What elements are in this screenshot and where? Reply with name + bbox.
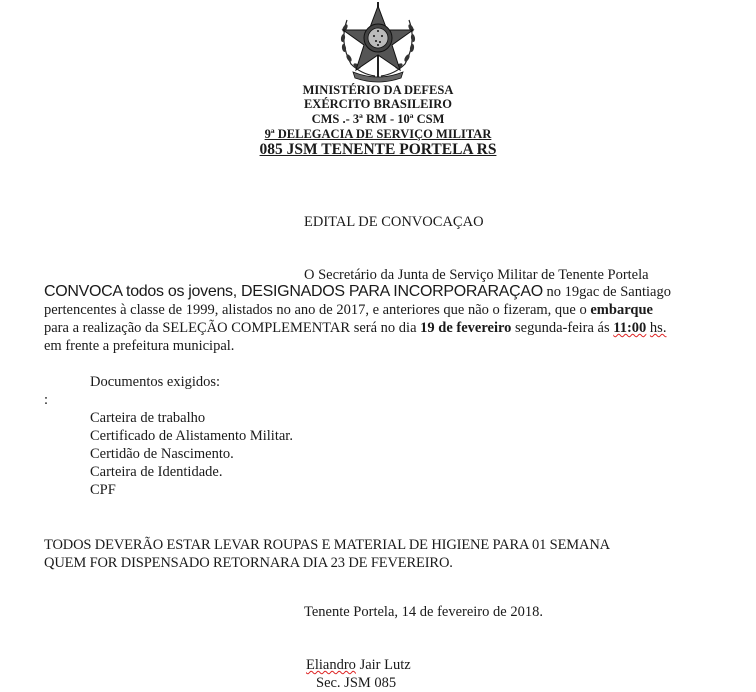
place-date: Tenente Portela, 14 de fevereiro de 2018. — [304, 604, 543, 620]
paragraph-line-4-a: para a realização da SELEÇÃO COMPLEMENTAR será no dia — [44, 320, 417, 336]
header-cms: CMS .- 3ª RM - 10ª CSM — [311, 112, 445, 126]
header-jsm — [0, 141, 756, 158]
header-jsm-text: 085 JSM TENENTE PORTELA RS — [259, 141, 497, 158]
paragraph-line-3-a: pertencentes à classe de 1999, alistados no ano de 2017, e anteriores que não o fizeram, que o — [44, 302, 587, 318]
document-item: Carteira de Identidade. — [90, 464, 223, 480]
paragraph-line-4 — [44, 319, 666, 337]
document-item: Certificado de Alistamento Militar. — [90, 428, 293, 444]
document-title: EDITAL DE CONVOCAÇAO — [304, 214, 484, 230]
paragraph-line-5: em frente a prefeitura municipal. — [44, 338, 235, 354]
paragraph-line-4-date: 19 de fevereiro — [420, 320, 512, 336]
header-delegacia — [0, 128, 756, 141]
paragraph-line-2-a: CONVOCA todos os jovens, DESIGNADOS PARA INCORPORARAÇAO — [44, 283, 543, 300]
header-ministry: MINISTÉRIO DA DEFESA — [302, 83, 454, 97]
signature-name — [306, 656, 411, 674]
document-item: CPF — [90, 482, 116, 498]
paragraph-line-4-c: segunda-feira ás — [515, 320, 610, 336]
coat-of-arms-emblem — [333, 0, 423, 84]
paragraph-line-3-embarque: embarque — [590, 302, 653, 318]
document-item: Certidão de Nascimento. — [90, 446, 234, 462]
signature-first-name: Eliandro — [306, 657, 356, 673]
document-item: Carteira de trabalho — [90, 410, 206, 426]
paragraph-line-4-time: 11:00 — [613, 320, 647, 336]
paragraph-line-2 — [44, 283, 671, 301]
paragraph-line-2-b: no 19gac de Santiago — [546, 284, 671, 300]
documents-colon: : — [44, 392, 49, 408]
documents-heading: Documentos exigidos: — [90, 374, 221, 390]
signature-role: Sec. JSM 085 — [316, 675, 397, 691]
paragraph-line-3 — [44, 301, 653, 319]
paragraph-line-1: O Secretário da Junta de Serviço Militar de Tenente Portela — [304, 267, 649, 283]
paragraph-line-4-hs: hs. — [649, 320, 667, 336]
notice-line-2: QUEM FOR DISPENSADO RETORNARA DIA 23 DE FEVEREIRO. — [44, 555, 453, 571]
header-delegacia-text: 9ª DELEGACIA DE SERVIÇO MILITAR — [264, 127, 492, 141]
header-army: EXÉRCITO BRASILEIRO — [303, 97, 453, 111]
notice-line-1: TODOS DEVERÃO ESTAR LEVAR ROUPAS E MATERIAL DE HIGIENE PARA 01 SEMANA — [44, 537, 610, 553]
signature-rest-name: Jair Lutz — [359, 657, 411, 673]
